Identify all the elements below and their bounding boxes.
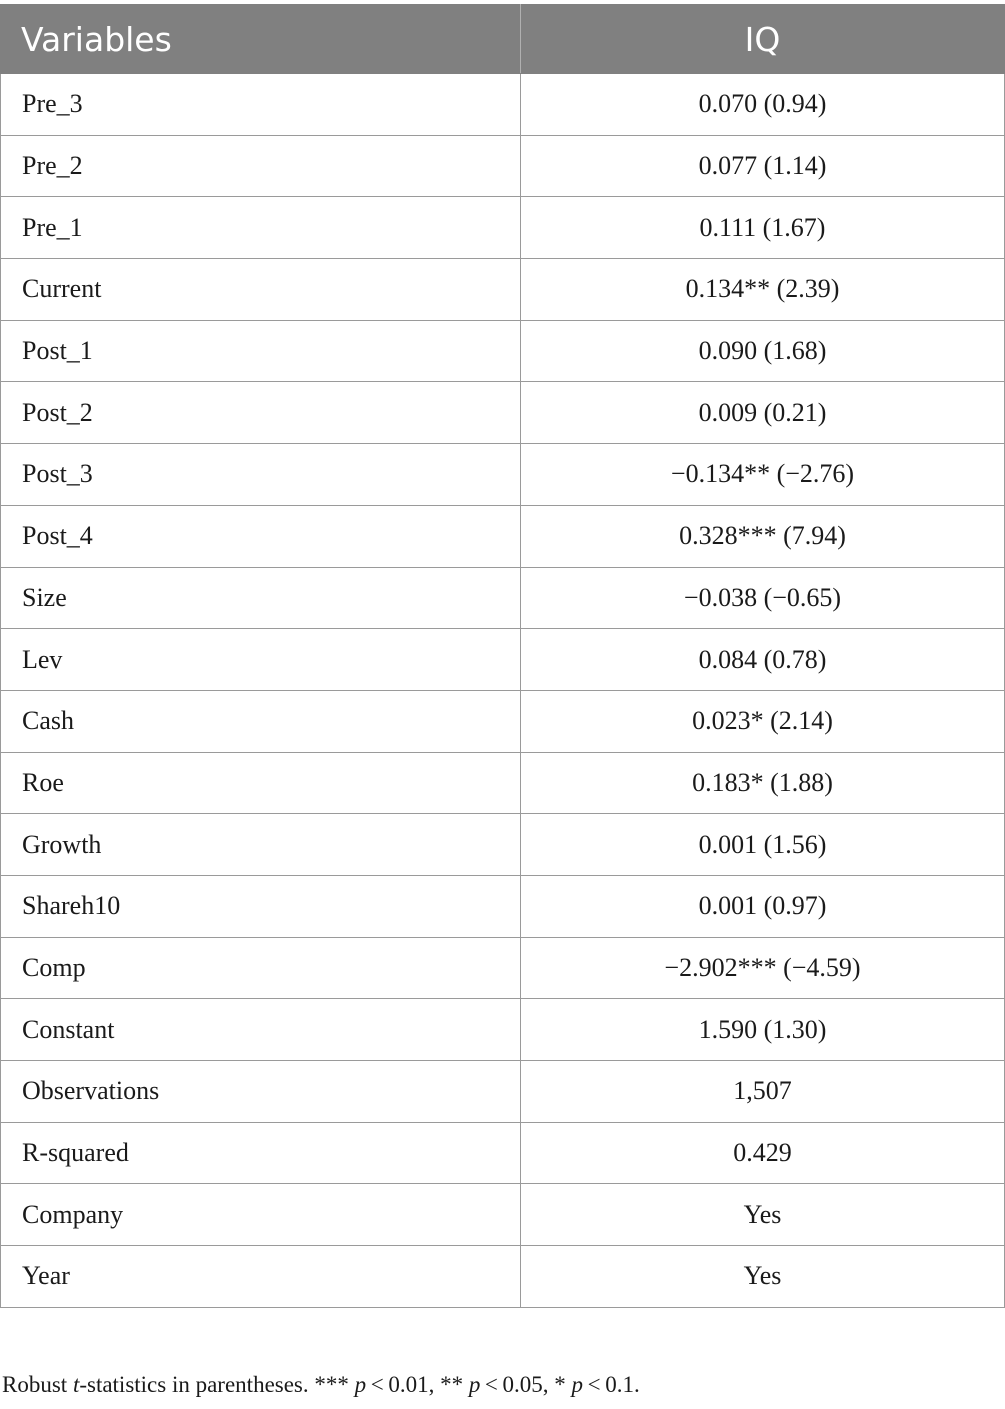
variable-cell: Growth — [1, 814, 521, 876]
value-cell: 1,507 — [521, 1061, 1005, 1123]
table-row — [1, 444, 1005, 506]
value-cell: Yes — [521, 1184, 1005, 1246]
variable-cell: Post_2 — [1, 382, 521, 444]
table-row — [1, 197, 1005, 259]
table-footnote — [2, 1372, 640, 1398]
value-cell: −0.134** (−2.76) — [521, 444, 1005, 506]
table-row — [1, 505, 1005, 567]
table-row — [1, 259, 1005, 321]
variable-cell: Current — [1, 259, 521, 321]
value-cell: 0.134** (2.39) — [521, 259, 1005, 321]
table-row — [1, 1122, 1005, 1184]
variable-cell: Lev — [1, 629, 521, 691]
table-row — [1, 629, 1005, 691]
value-cell: 0.429 — [521, 1122, 1005, 1184]
value-cell: 0.111 (1.67) — [521, 197, 1005, 259]
value-cell: 0.183* (1.88) — [521, 752, 1005, 814]
variable-cell: Pre_2 — [1, 135, 521, 197]
regression-table-container — [0, 4, 1004, 1308]
value-cell: 0.001 (1.56) — [521, 814, 1005, 876]
value-cell: −2.902*** (−4.59) — [521, 937, 1005, 999]
table-row — [1, 752, 1005, 814]
footnote-text: < 0.1. — [583, 1372, 640, 1397]
footnote-text: Robust — [2, 1372, 73, 1397]
variable-cell: Post_4 — [1, 505, 521, 567]
table-row — [1, 814, 1005, 876]
value-cell: −0.038 (−0.65) — [521, 567, 1005, 629]
table-row — [1, 690, 1005, 752]
value-cell: 0.328*** (7.94) — [521, 505, 1005, 567]
variable-cell: Comp — [1, 937, 521, 999]
footnote-text: < 0.01, ** — [366, 1372, 469, 1397]
variable-cell: Size — [1, 567, 521, 629]
header-iq: IQ — [521, 5, 1005, 74]
value-cell: 0.009 (0.21) — [521, 382, 1005, 444]
table-header-row — [1, 5, 1005, 74]
variable-cell: Shareh10 — [1, 875, 521, 937]
variable-cell: Post_3 — [1, 444, 521, 506]
footnote-text: < 0.05, * — [480, 1372, 572, 1397]
variable-cell: Post_1 — [1, 320, 521, 382]
variable-cell: Constant — [1, 999, 521, 1061]
table-row — [1, 74, 1005, 136]
footnote-p-italic: p — [354, 1372, 367, 1397]
value-cell: 0.090 (1.68) — [521, 320, 1005, 382]
value-cell: 0.001 (0.97) — [521, 875, 1005, 937]
value-cell: 0.077 (1.14) — [521, 135, 1005, 197]
table-row — [1, 567, 1005, 629]
value-cell: 1.590 (1.30) — [521, 999, 1005, 1061]
table-row — [1, 1246, 1005, 1308]
variable-cell: Company — [1, 1184, 521, 1246]
table-row — [1, 999, 1005, 1061]
footnote-p-italic: p — [468, 1372, 481, 1397]
value-cell: 0.070 (0.94) — [521, 74, 1005, 136]
header-variables: Variables — [1, 5, 521, 74]
value-cell: 0.084 (0.78) — [521, 629, 1005, 691]
table-row — [1, 937, 1005, 999]
table-row — [1, 320, 1005, 382]
footnote-p-italic: p — [571, 1372, 584, 1397]
table-row — [1, 1061, 1005, 1123]
variable-cell: R-squared — [1, 1122, 521, 1184]
table-row — [1, 135, 1005, 197]
value-cell: 0.023* (2.14) — [521, 690, 1005, 752]
variable-cell: Observations — [1, 1061, 521, 1123]
variable-cell: Cash — [1, 690, 521, 752]
value-cell: Yes — [521, 1246, 1005, 1308]
footnote-text: -statistics in parentheses. *** — [79, 1372, 355, 1397]
variable-cell: Roe — [1, 752, 521, 814]
table-row — [1, 875, 1005, 937]
variable-cell: Pre_1 — [1, 197, 521, 259]
regression-table — [0, 4, 1005, 1308]
variable-cell: Pre_3 — [1, 74, 521, 136]
variable-cell: Year — [1, 1246, 521, 1308]
footnote-t-italic: t — [72, 1372, 80, 1397]
table-row — [1, 1184, 1005, 1246]
table-row — [1, 382, 1005, 444]
